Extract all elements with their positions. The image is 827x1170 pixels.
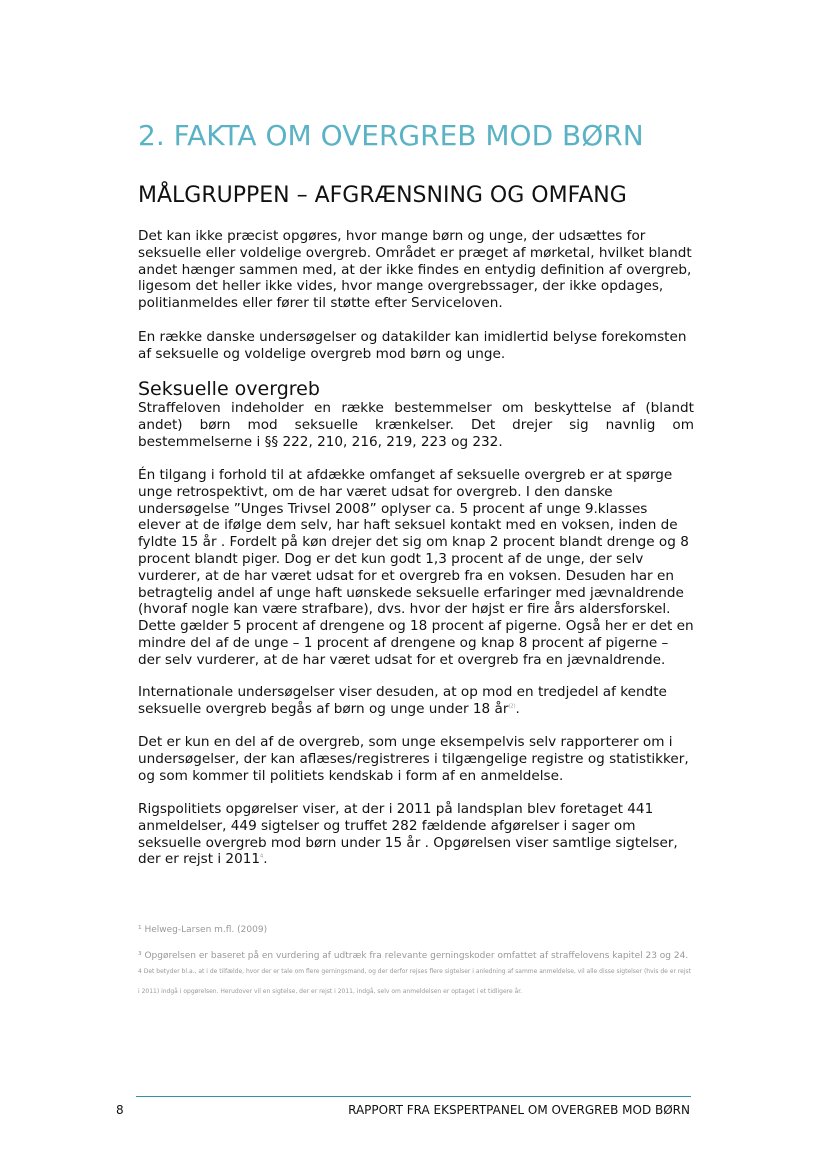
intro-paragraph-2: En række danske undersøgelser og datakilder kan imidlertid belyse forekomsten af seksuelle og voldelige overgreb mod børn og unge.: [138, 329, 687, 362]
footnotes: [138, 924, 694, 1002]
rigspolitiet-text: Rigspolitiets opgørelser viser, at der i 2011 på landsplan blev foretaget 441 anmeldelser, 449 sigtelser og truffet 282 fældende afgørelser i sager om seksuelle overgreb mod børn under 15 år . Opgørelsen viser samtlige sigtelser, der er rejst i 2011: [138, 801, 678, 868]
rigspolitiet-end: .: [263, 851, 268, 868]
rigspolitiet-paragraph: [138, 801, 694, 868]
footnote-1: ¹ Helweg-Larsen m.fl. (2009): [138, 925, 268, 935]
intro-paragraph-1: Det kan ikke præcist opgøres, hvor mange børn og unge, der udsættes for seksuelle eller voldelige overgreb. Området er præget af mørketal, hvilket blandt andet hænger sammen med, at der ikke findes en entydig definition af overgreb, ligesom det heller ikke vides, hvor mange overgrebssager, der ikke opdages, politianmeldes eller fører til støtte efter Serviceloven.: [138, 228, 692, 312]
unges-trivsel-paragraph: Én tilgang i forhold til at afdække omfanget af seksuelle overgreb er at spørge unge retrospektivt, om de har været udsat for overgreb. I den danske undersøgelse ”Unges Trivsel 2008” oplyser ca. 5 procent af unge 9.klasses elever at de ifølge dem selv, har haft seksuel kontakt med en voksen, inden de fyldte 15 år . Fordelt på køn drejer det sig om knap 2 procent blandt drenge og 8 procent blandt piger. Dog er det kun godt 1,3 procent af de unge, der selv vurderer, at de har været udsat for et overgreb fra en voksen. Desuden har en betragtelig andel af unge haft uønskede seksuelle erfaringer med jævnaldrende (hvoraf nogle kan være strafbare), dvs. hvor der højst er fire års aldersforskel. Dette gælder 5 procent af drengene og 18 procent af pigerne. Også her er det en mindre del af de unge – 1 procent af drengene og knap 8 procent af pigerne – der selv vurderer, at de har været udsat for et overgreb fra en jævnaldrende.: [138, 467, 694, 668]
footer-divider: [136, 1096, 691, 1097]
reporting-paragraph: Det er kun en del af de overgreb, som unge eksempelvis selv rapporterer om i undersøgelser, der kan aflæses/registreres i tilgængelige registre og statistikker, og som kommer til politiets kendskab i form af en anmeldelse.: [138, 734, 689, 784]
footnote-ref-2: (2): [508, 703, 516, 710]
international-end: .: [515, 700, 520, 717]
footnote-4: 4 Det betyder bl.a., at i de tilfælde, hvor der er tale om flere gerningsmand, og der derfor rejses flere sigtelser i anledning af samme anmeldelse, vil alle disse sigtelser (hvis de er rejst i 2011) indgå i opgørelsen. Herudover vil en sigtelse, der er rejst i 2011, indgå, selv om anmeldelsen er optaget i et tidligere år.: [138, 968, 692, 995]
international-paragraph: [138, 684, 694, 718]
chapter-title: 2. FAKTA OM OVERGREB MOD BØRN: [138, 119, 644, 152]
footnote-3: ³ Opgørelsen er baseret på en vurdering af udtræk fra relevante gerningskoder omfattet af straffelovens kapitel 23 og 24.: [138, 951, 689, 961]
subsection-title: Seksuelle overgreb: [138, 378, 320, 400]
section-title: MÅLGRUPPEN – AFGRÆNSNING OG OMFANG: [138, 183, 627, 208]
straffeloven-paragraph: Straffeloven indeholder en række bestemmelser om beskyttelse af (blandt andet) børn mod seksuelle krænkelser. Det drejer sig navnlig om bestemmelserne i §§ 222, 210, 216, 219, 223 og 232.: [138, 400, 694, 450]
footnote-ref-4: 4: [260, 853, 264, 860]
running-footer-title: RAPPORT FRA EKSPERTPANEL OM OVERGREB MOD BØRN: [348, 1103, 690, 1117]
page-number: 8: [116, 1103, 124, 1117]
international-text: Internationale undersøgelser viser desuden, at op mod en tredjedel af kendte seksuelle overgreb begås af børn og unge under 18 år: [138, 684, 667, 717]
